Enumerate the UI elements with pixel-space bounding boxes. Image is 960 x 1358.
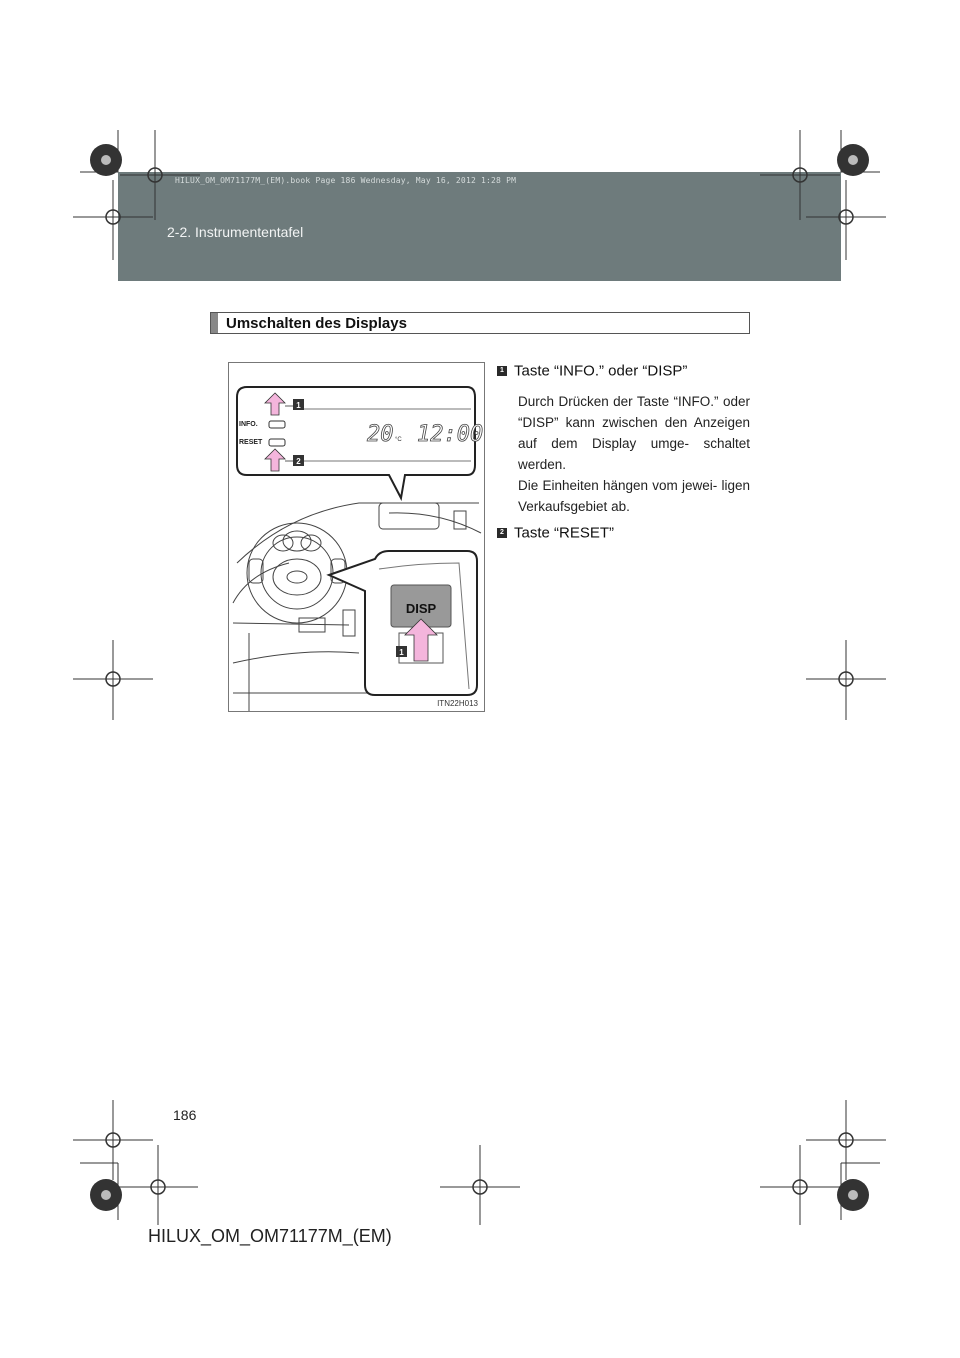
item-1-title: Taste “INFO.” oder “DISP” (514, 362, 688, 380)
callout-number-1: 1 (296, 401, 301, 410)
callout-number-1b: 1 (399, 648, 404, 657)
section-title: 2-2. Instrumententafel (167, 224, 304, 240)
reset-button-shape (269, 439, 285, 446)
heading-bar (211, 313, 218, 333)
heading-text: Umschalten des Displays (226, 315, 407, 332)
footer-code: HILUX_OM_OM71177M_(EM) (148, 1226, 392, 1246)
figure-code: ITN22H013 (437, 699, 478, 708)
section-heading (210, 312, 750, 334)
book-info: HILUX_OM_OM71177M_(EM).book Page 186 Wednesday, May 16, 2012 1:28 PM (175, 176, 517, 185)
dashboard-illustration (229, 363, 485, 712)
callout-number-2: 2 (296, 457, 301, 466)
item-1 (497, 362, 687, 380)
display-unit: °C (395, 437, 402, 443)
disp-label: DISP (405, 601, 437, 616)
info-button-shape (269, 421, 285, 428)
reset-label: RESET (239, 439, 263, 446)
page-number: 186 (173, 1107, 197, 1123)
display-time: 12:00 (417, 422, 484, 447)
dashboard-figure (228, 362, 485, 712)
item-1-paragraph-2: Die Einheiten hängen vom jewei- ligen Verkaufsgebiet ab. (518, 478, 750, 514)
item-1-paragraph-1: Durch Drücken der Taste “INFO.” oder “DISP” kann zwischen den Anzeigen auf dem Display umge- schaltet werden. (518, 394, 750, 472)
display-temperature: 20 (367, 422, 394, 447)
item-1-number: 1 (497, 366, 507, 376)
item-2 (497, 524, 614, 542)
info-label: INFO. (239, 421, 258, 428)
item-2-title: Taste “RESET” (514, 524, 615, 542)
item-2-number: 2 (497, 528, 507, 538)
